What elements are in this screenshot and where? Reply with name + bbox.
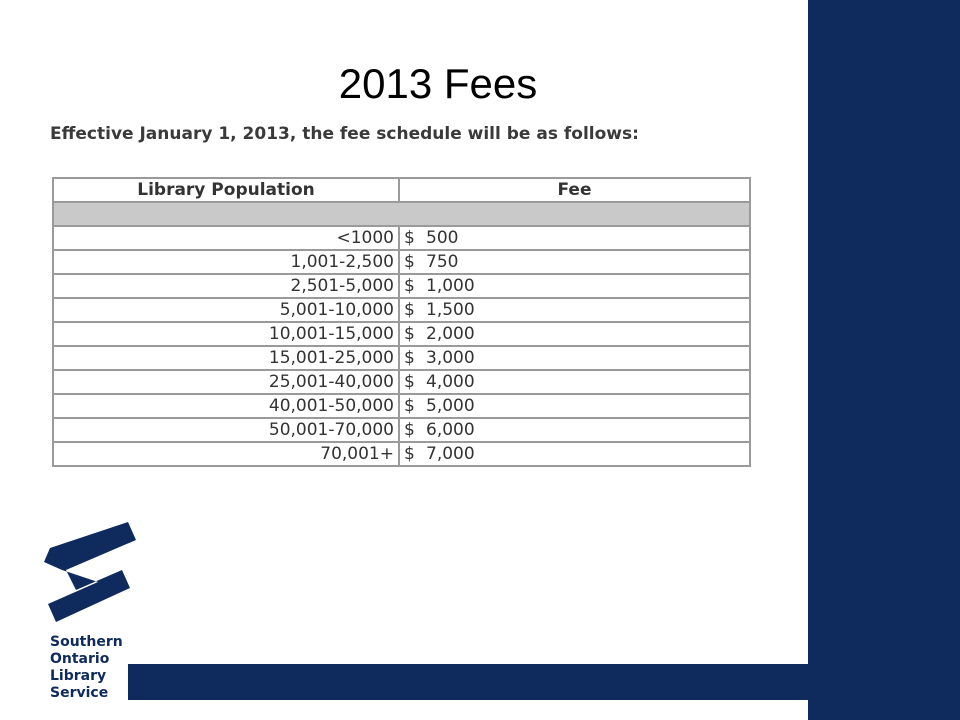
fee-cell bbox=[399, 442, 750, 466]
fee-amount: 1,500 bbox=[426, 300, 475, 320]
population-cell: 25,001-40,000 bbox=[53, 370, 399, 394]
logo-line: Library bbox=[50, 668, 107, 684]
sols-s-logo-icon bbox=[36, 518, 138, 628]
fee-amount: 3,000 bbox=[426, 348, 475, 368]
currency-symbol: $ bbox=[404, 420, 415, 440]
currency-symbol: $ bbox=[404, 300, 415, 320]
fee-cell bbox=[399, 322, 750, 346]
intro-text: Effective January 1, 2013, the fee schedule will be as follows: bbox=[50, 124, 639, 144]
slide-title: 2013 Fees bbox=[338, 60, 538, 107]
fee-amount: 500 bbox=[426, 228, 459, 248]
currency-symbol: $ bbox=[404, 348, 415, 368]
logo-line: Southern bbox=[50, 634, 123, 650]
table-row bbox=[53, 418, 750, 442]
currency-symbol: $ bbox=[404, 324, 415, 344]
fee-amount: 7,000 bbox=[426, 444, 475, 464]
table-row bbox=[53, 346, 750, 370]
table-row bbox=[53, 298, 750, 322]
table-row bbox=[53, 250, 750, 274]
table-band-row bbox=[53, 202, 750, 226]
fee-cell bbox=[399, 370, 750, 394]
fee-amount: 5,000 bbox=[426, 396, 475, 416]
population-cell: 1,001-2,500 bbox=[53, 250, 399, 274]
logo-line: Ontario bbox=[50, 651, 110, 667]
fee-schedule-table bbox=[52, 177, 751, 467]
population-cell: 15,001-25,000 bbox=[53, 346, 399, 370]
header-fee: Fee bbox=[399, 178, 750, 202]
fee-amount: 2,000 bbox=[426, 324, 475, 344]
table-header-row bbox=[53, 178, 750, 202]
fee-cell bbox=[399, 394, 750, 418]
table-row bbox=[53, 394, 750, 418]
fee-amount: 1,000 bbox=[426, 276, 475, 296]
fee-cell bbox=[399, 250, 750, 274]
fee-amount: 6,000 bbox=[426, 420, 475, 440]
currency-symbol: $ bbox=[404, 228, 415, 248]
table-row bbox=[53, 274, 750, 298]
population-cell: 70,001+ bbox=[53, 442, 399, 466]
currency-symbol: $ bbox=[404, 444, 415, 464]
bottom-accent-bar bbox=[128, 664, 818, 700]
currency-symbol: $ bbox=[404, 396, 415, 416]
fee-cell bbox=[399, 274, 750, 298]
fee-cell bbox=[399, 298, 750, 322]
population-cell: 40,001-50,000 bbox=[53, 394, 399, 418]
side-accent-bar bbox=[808, 0, 960, 720]
table-row bbox=[53, 442, 750, 466]
population-cell: 10,001-15,000 bbox=[53, 322, 399, 346]
fee-amount: 750 bbox=[426, 252, 459, 272]
currency-symbol: $ bbox=[404, 252, 415, 272]
fee-cell bbox=[399, 346, 750, 370]
population-cell: <1000 bbox=[53, 226, 399, 250]
currency-symbol: $ bbox=[404, 372, 415, 392]
fee-cell bbox=[399, 226, 750, 250]
population-cell: 2,501-5,000 bbox=[53, 274, 399, 298]
fee-amount: 4,000 bbox=[426, 372, 475, 392]
table-row bbox=[53, 322, 750, 346]
table-row bbox=[53, 226, 750, 250]
table-row bbox=[53, 370, 750, 394]
logo-line: Service bbox=[50, 685, 109, 701]
currency-symbol: $ bbox=[404, 276, 415, 296]
fee-cell bbox=[399, 418, 750, 442]
population-cell: 50,001-70,000 bbox=[53, 418, 399, 442]
header-library-population: Library Population bbox=[53, 178, 399, 202]
population-cell: 5,001-10,000 bbox=[53, 298, 399, 322]
logo-wordmark bbox=[50, 634, 123, 702]
